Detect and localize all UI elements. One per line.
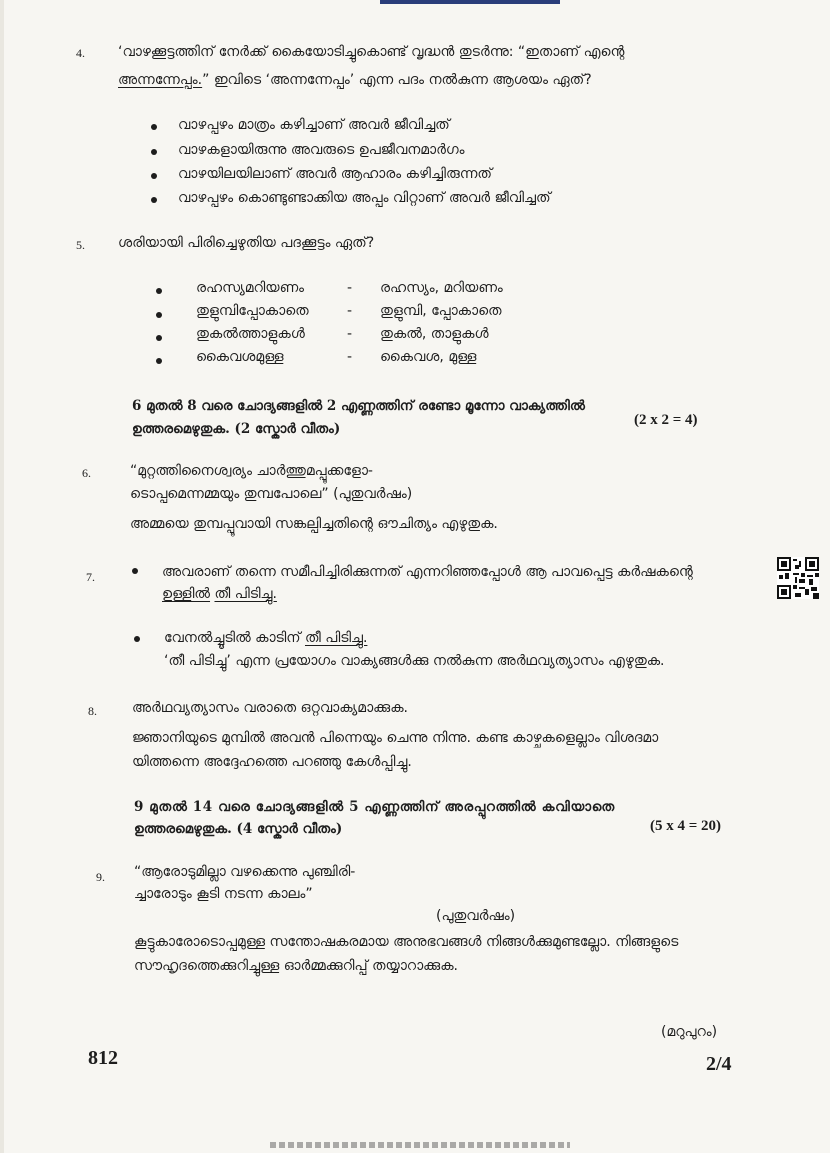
- bullet: [151, 197, 157, 203]
- bullet: [156, 312, 162, 318]
- question-5-split-4: കൈവശ, മുള്ള: [380, 349, 477, 365]
- top-binding-strip: [380, 0, 560, 4]
- question-9-source: (പുതുവർഷം): [436, 908, 516, 924]
- question-4-option-3: വാഴയിലയിലാണ് അവർ ആഹാരം കഴിച്ചിരുന്നത്: [178, 166, 492, 182]
- question-6-poem-line-2: ടൊപ്പമെന്നമ്മയും തുമ്പപോലെ” (പുതുവർഷം): [130, 486, 413, 502]
- question-8-text: അർഥവ്യത്യാസം വരാതെ ഒറ്റവാക്യമാക്കുക.: [132, 700, 409, 716]
- section-2-score: (2 x 2 = 4): [634, 412, 698, 428]
- question-9-poem-line-1: “ആരോടുമില്ലാ വഴക്കെന്നു പുഞ്ചിരി-: [134, 864, 356, 880]
- question-8-number: 8.: [88, 704, 97, 718]
- question-9-poem-line-2: ച്ചാരോടും കൂടി നടന്ന കാലം”: [134, 886, 313, 902]
- question-7-sentence-2: [164, 628, 367, 648]
- question-5-split-2: തുളുമ്പി, പ്പോകാതെ: [380, 303, 502, 319]
- question-6-task: അമ്മയെ തുമ്പപ്പൂവായി സങ്കല്പിച്ചതിന്റെ ഔചിത്യം എഴുതുക.: [130, 516, 498, 532]
- bottom-decorative-strip: [270, 1142, 570, 1148]
- bullet: [156, 335, 162, 341]
- question-5-split-1: രഹസ്യം, മറിയണം: [380, 280, 503, 296]
- question-5-word-3: തുകൽത്താളുകൾ: [196, 326, 305, 342]
- question-4-line-2-rest: ” ഇവിടെ ‘അന്നന്നേപ്പം’ എന്ന പദം നൽകുന്ന ആശയം ഏത്?: [202, 72, 592, 88]
- section-3-instruction-line-1: 9 മുതൽ 14 വരെ ചോദ്യങ്ങളിൽ 5 എണ്ണത്തിന് അരപ്പുറത്തിൽ കവിയാതെ: [134, 799, 615, 815]
- question-5-text: ശരിയായി പിരിച്ചെഴുതിയ പദക്കൂട്ടം ഏത്?: [118, 235, 375, 251]
- section-2-instruction-line-2: ഉത്തരമെഴുതുക. (2 സ്കോർ വീതം): [132, 421, 341, 437]
- ullil-word: ഉള്ളിൽ: [162, 586, 211, 602]
- question-6-number: 6.: [82, 466, 91, 480]
- question-4-line-2: [118, 70, 592, 90]
- section-2-instruction-line-1: 6 മുതൽ 8 വരെ ചോദ്യങ്ങളിൽ 2 എണ്ണത്തിന് രണ്ടോ മൂന്നോ വാക്യത്തിൽ: [132, 398, 585, 414]
- question-5-word-4: കൈവശമുള്ള: [196, 349, 284, 365]
- question-6-poem-line-1: “മുറ്റത്തിനൈശ്വര്യം ചാർത്തുമപ്പൂക്കളോ-: [130, 463, 373, 479]
- question-5-word-1: രഹസ്യമറിയണം: [196, 280, 305, 296]
- bullet: [132, 568, 138, 574]
- bullet: [156, 358, 162, 364]
- section-3-instruction-line-2: ഉത്തരമെഴുതുക. (4 സ്കോർ വീതം): [134, 821, 343, 837]
- bullet: [151, 124, 157, 130]
- question-5-word-2: തുളുമ്പിപ്പോകാതെ: [196, 303, 309, 319]
- question-5-number: 5.: [76, 238, 85, 252]
- question-7-sentence-2-text: വേനൽച്ചൂടിൽ കാടിന്: [164, 630, 305, 646]
- thee-pidichu-phrase-1: തീ പിടിച്ചു.: [214, 586, 277, 602]
- question-8-line-2: യിത്തന്നെ അദ്ദേഹത്തെ പറഞ്ഞു കേൾപ്പിച്ചു.: [132, 754, 412, 770]
- question-7-sentence-1-line-1: അവരാണ് തന്നെ സമീപിച്ചിരിക്കുന്നത് എന്നറിഞ്ഞപ്പോൾ ആ പാവപ്പെട്ട കർഷകന്റെ: [162, 564, 693, 580]
- continue-overleaf-label: (മറുപുറം): [661, 1024, 718, 1040]
- question-5-dash-2: -: [347, 303, 353, 319]
- question-paper-code: 812: [88, 1047, 118, 1069]
- annannappam-word: അന്നന്നേപ്പം.: [118, 72, 203, 88]
- page-number: 2/4: [706, 1053, 732, 1075]
- bullet: [134, 636, 140, 642]
- question-4-option-4: വാഴപ്പഴം കൊണ്ടുണ്ടാക്കിയ അപ്പം വിറ്റാണ് അവർ ജീവിച്ചത്: [178, 190, 551, 206]
- section-3-score: (5 x 4 = 20): [650, 818, 722, 834]
- question-9-line-1: കൂട്ടുകാരോടൊപ്പമുള്ള സന്തോഷകരമായ അനുഭവങ്ങൾ നിങ്ങൾക്കുമുണ്ടല്ലോ. നിങ്ങളുടെ: [134, 934, 679, 950]
- bullet: [151, 173, 157, 179]
- question-8-line-1: ജ്ഞാനിയുടെ മുമ്പിൽ അവൻ പിന്നെയും ചെന്നു നിന്നു. കണ്ട കാഴ്ചകളെല്ലാം വിശദമാ: [132, 730, 659, 746]
- question-4-line-1: ‘വാഴക്കൂട്ടത്തിന് നേർക്ക് കൈയോടിച്ചുകൊണ്ട് വൃദ്ധൻ തുടർന്നു: “ഇതാണ് എന്റെ: [118, 44, 625, 60]
- question-5-dash-1: -: [347, 280, 353, 296]
- question-7-task: ‘തീ പിടിച്ചു’ എന്ന പ്രയോഗം വാക്യങ്ങൾക്കു നൽകുന്ന അർഥവ്യത്യാസം എഴുതുക.: [164, 653, 665, 669]
- question-4-option-1: വാഴപ്പഴം മാത്രം കഴിച്ചാണ് അവർ ജീവിച്ചത്: [178, 117, 450, 133]
- qr-code-icon: [777, 557, 819, 599]
- bullet: [151, 149, 157, 155]
- thee-pidichu-phrase-2: തീ പിടിച്ചു.: [304, 630, 368, 646]
- question-9-number: 9.: [96, 870, 105, 884]
- question-7-number: 7.: [86, 570, 95, 584]
- question-5-dash-3: -: [347, 326, 353, 342]
- question-5-split-3: തുകൽ, താളുകൾ: [380, 326, 489, 342]
- question-4-number: 4.: [76, 46, 85, 60]
- bullet: [156, 288, 162, 294]
- page-edge: [0, 0, 4, 1153]
- question-5-dash-4: -: [347, 349, 353, 365]
- question-7-sentence-1-line-2: [162, 584, 277, 604]
- question-4-option-2: വാഴകളായിരുന്നു അവരുടെ ഉപജീവനമാർഗം: [178, 142, 465, 158]
- question-9-line-2: സൗഹൃദത്തെക്കുറിച്ചുള്ള ഓർമ്മക്കുറിപ്പ് തയ്യാറാക്കുക.: [134, 958, 458, 974]
